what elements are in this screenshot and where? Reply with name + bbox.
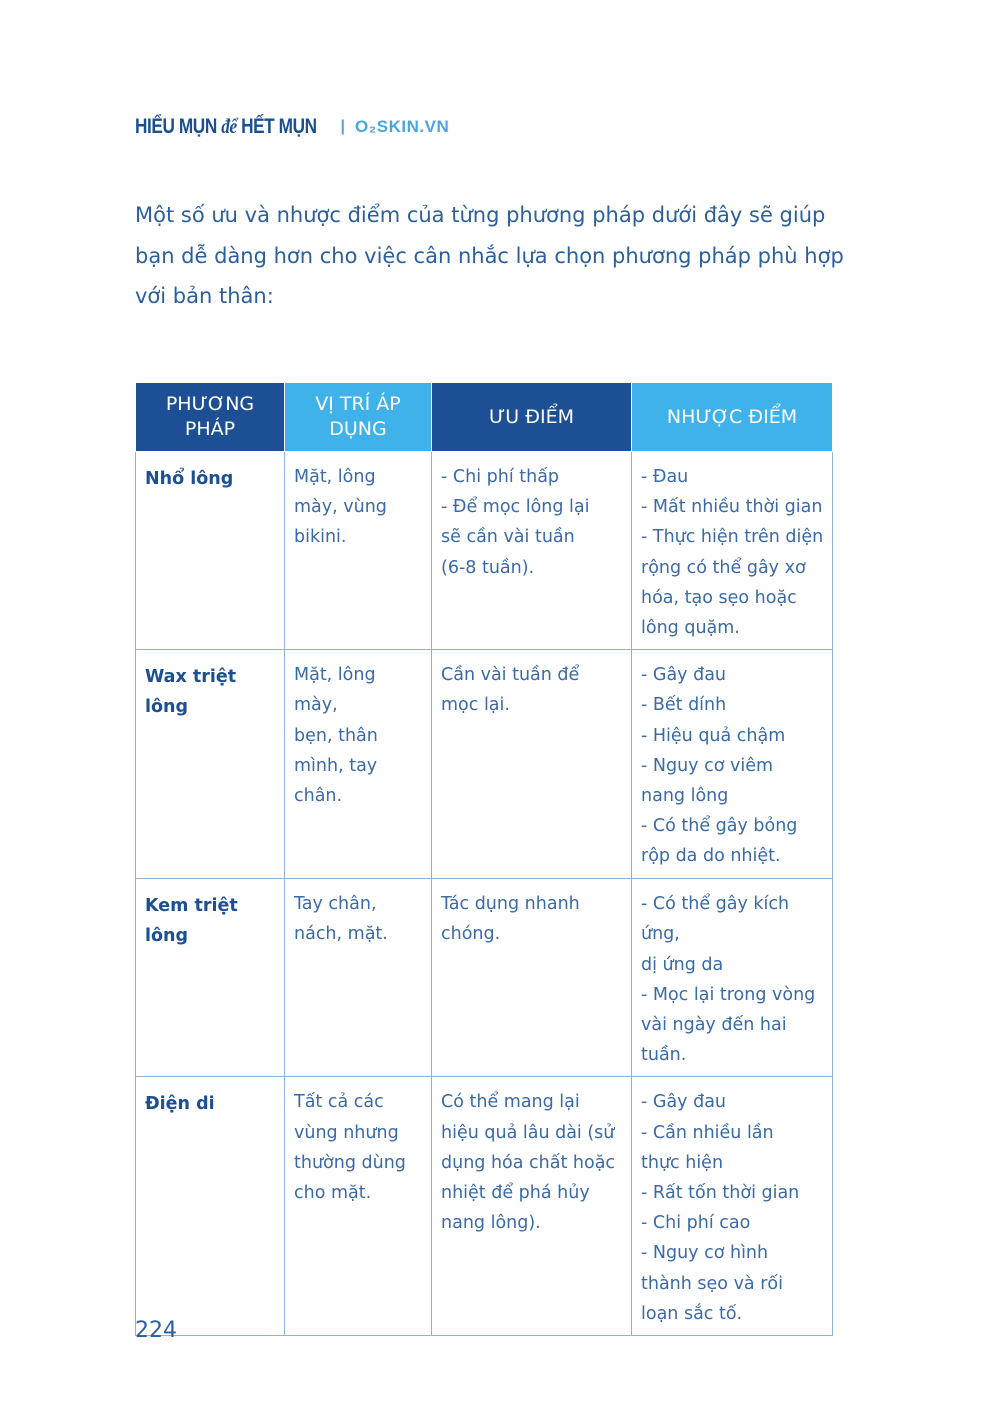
location-line: Tay chân, [294, 894, 377, 915]
pros-line: - Để mọc lông lại [441, 497, 590, 518]
cons-line: rộng có thể gây xơ [641, 557, 806, 578]
header-location: VỊ TRÍ ÁP DỤNG [285, 383, 432, 452]
cons-line: - Hiệu quả chậm [641, 725, 786, 746]
running-header [135, 114, 449, 139]
book-title-part1: HIỂU MỤN [135, 115, 217, 138]
cons-line: - Nguy cơ viêm [641, 755, 774, 776]
intro-paragraph: Một số ưu và nhược điểm của từng phương pháp dưới đây sẽ giúp bạn dễ dàng hơn cho việc cân nhắc lựa chọn phương pháp phù hợp với bản thân: [135, 203, 844, 308]
pros-line: Cần vài tuần để [441, 665, 580, 686]
cons-line: - Mọc lại trong vòng [641, 984, 816, 1005]
cons-line: lông quặm. [641, 618, 740, 639]
location-cell [285, 879, 432, 1077]
cons-line: - Chi phí cao [641, 1213, 751, 1234]
cons-line: dị ứng da [641, 954, 724, 975]
cons-cell [632, 452, 833, 650]
cons-cell [632, 1077, 833, 1336]
cons-line: - Nguy cơ hình [641, 1243, 769, 1264]
method-cell: Wax triệt lông [136, 650, 285, 879]
cons-line: rộp da do nhiệt. [641, 846, 781, 867]
cons-line: hóa, tạo sẹo hoặc [641, 587, 797, 608]
cons-line: vài ngày đến hai tuần. [641, 1015, 787, 1066]
pros-line: hiệu quả lâu dài (sử [441, 1122, 615, 1143]
pros-cell [432, 452, 632, 650]
location-line: vùng nhưng [294, 1122, 399, 1143]
table-row [136, 879, 833, 1077]
location-line: thường dùng [294, 1152, 406, 1173]
location-line: mày, vùng [294, 497, 387, 518]
book-title-part2: HẾT MỤN [241, 115, 317, 138]
cons-line: thành sẹo và rối [641, 1273, 783, 1294]
pros-line: chóng. [441, 924, 501, 945]
book-title [135, 114, 317, 139]
method-cell: Điện di [136, 1077, 285, 1336]
location-line: Tất cả các [294, 1092, 384, 1113]
pros-cell [432, 650, 632, 879]
table-row [136, 452, 833, 650]
cons-cell [632, 650, 833, 879]
book-title-de: để [221, 114, 237, 138]
cons-line: - Có thể gây bỏng [641, 816, 798, 837]
table-header-row [136, 383, 833, 452]
page-number: 224 [135, 1318, 177, 1343]
cons-line: - Đau [641, 467, 689, 487]
cons-line: - Mất nhiều thời gian [641, 497, 823, 518]
cons-line: - Có thể gây kích ứng, [641, 894, 790, 945]
location-line: Mặt, lông [294, 467, 376, 487]
pros-line: (6-8 tuần). [441, 557, 535, 578]
location-line: Mặt, lông mày, [294, 665, 376, 716]
pros-line: dụng hóa chất hoặc [441, 1152, 616, 1173]
method-cell: Nhổ lông [136, 452, 285, 650]
cons-line: - Rất tốn thời gian [641, 1183, 800, 1204]
cons-line: thực hiện [641, 1152, 724, 1173]
pros-line: Có thể mang lại [441, 1092, 580, 1113]
cons-line: nang lông [641, 786, 729, 807]
location-cell [285, 452, 432, 650]
site-name: O₂SKIN.VN [355, 116, 450, 136]
pros-line: Tác dụng nhanh [441, 894, 580, 915]
comparison-table [135, 382, 833, 1336]
pros-line: mọc lại. [441, 695, 510, 716]
pros-cell [432, 879, 632, 1077]
pros-line: nhiệt để phá hủy [441, 1183, 590, 1204]
table-row [136, 650, 833, 879]
location-cell [285, 1077, 432, 1336]
cons-line: - Bết dính [641, 695, 727, 716]
pros-cell [432, 1077, 632, 1336]
pros-line: sẽ cần vài tuần [441, 527, 575, 548]
location-line: bikini. [294, 527, 347, 548]
pros-line: nang lông). [441, 1213, 541, 1234]
header-cons: NHƯỢC ĐIỂM [632, 383, 833, 452]
header-pros: ƯU ĐIỂM [432, 383, 632, 452]
cons-line: - Gây đau [641, 665, 727, 686]
location-line: mình, tay chân. [294, 755, 378, 807]
cons-cell [632, 879, 833, 1077]
method-cell: Kem triệt lông [136, 879, 285, 1077]
cons-line: - Gây đau [641, 1092, 727, 1113]
header-method: PHƯƠNG PHÁP [136, 383, 285, 452]
table-row [136, 1077, 833, 1336]
cons-line: - Thực hiện trên diện [641, 527, 824, 548]
cons-line: - Cần nhiều lần [641, 1122, 774, 1143]
location-line: nách, mặt. [294, 924, 388, 945]
cons-line: loạn sắc tố. [641, 1303, 743, 1324]
pros-line: - Chi phí thấp [441, 467, 560, 487]
location-cell [285, 650, 432, 879]
header-separator: | [340, 117, 346, 135]
location-line: cho mặt. [294, 1183, 372, 1204]
location-line: bẹn, thân [294, 725, 378, 746]
